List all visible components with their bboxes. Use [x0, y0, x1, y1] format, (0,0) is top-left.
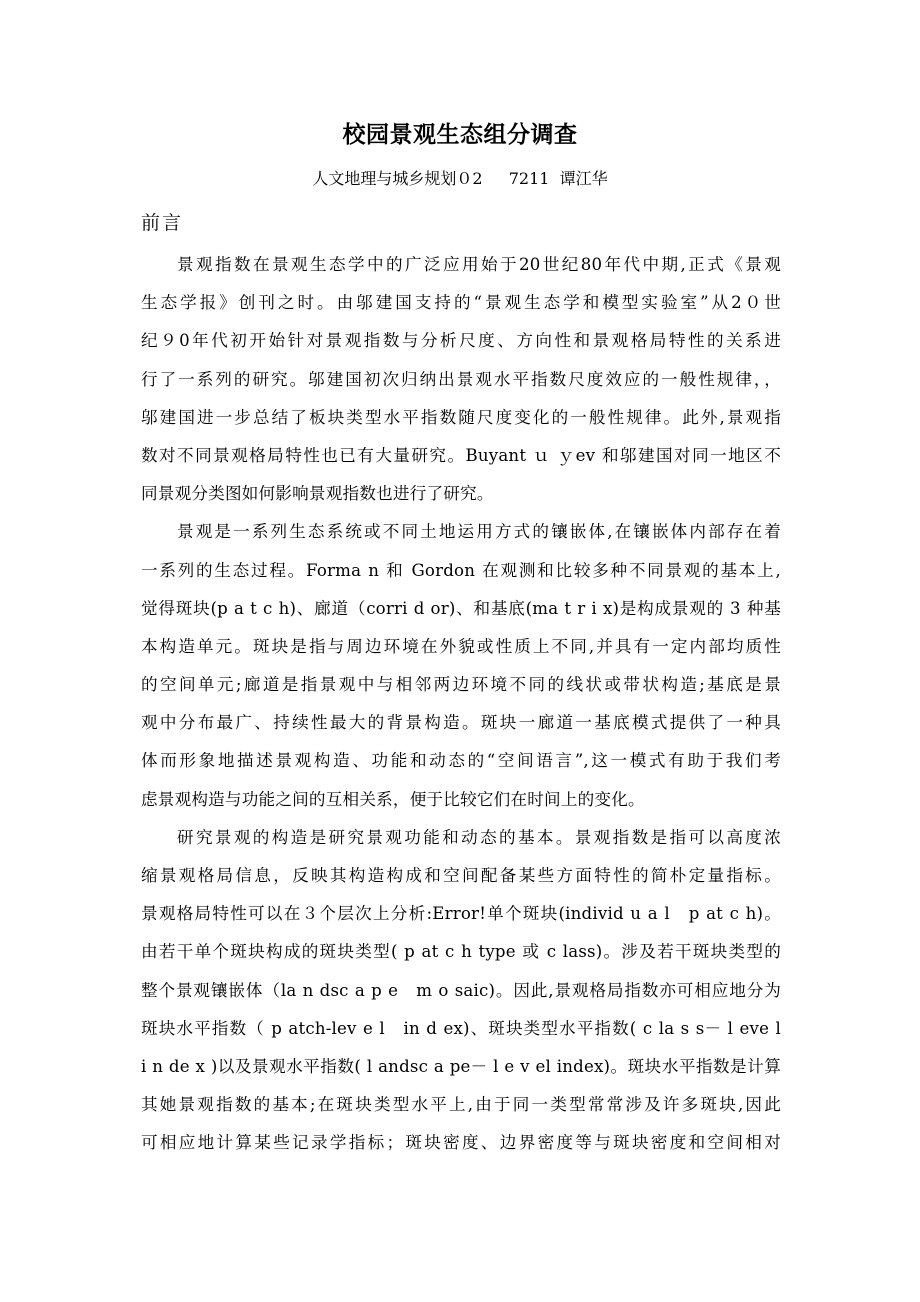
paragraph-2-line-3: 觉得斑块(p a t c h)、廊道（corri d or)、和基底(ma t r i x)是构成景观的 3 种基: [141, 598, 781, 618]
paragraph-1-line-7: 同景观分类图如何影响景观指数也进行了研究。: [141, 484, 494, 504]
paragraph-2-line-1: 景观是一系列生态系统或不同土地运用方式的镶嵌体,在镶嵌体内部存在着: [177, 522, 781, 542]
paragraph-3-line-5: 整个景观镶嵌体（la n dsc a p e m o saic)。因此,景观格局指数亦可相应地分为: [141, 980, 781, 1000]
paragraph-1-line-3: 纪９0年代初开始针对景观指数与分析尺度、方向性和景观格局特性的关系进: [141, 331, 781, 351]
paragraph-3-line-7: i n de x )以及景观水平指数( l andsc a pe－ l e v el index)。斑块水平指数是计算: [141, 1056, 781, 1076]
paragraph-3-line-9: 可相应地计算某些记录学指标；斑块密度、边界密度等与斑块密度和空间相对: [141, 1133, 781, 1153]
paragraph-1-line-2: 生态学报》创刊之时。由邬建国支持的“景观生态学和模型实验室”从2０世: [141, 293, 781, 313]
paragraph-1-line-6: 数对不同景观格局特性也已有大量研究。Buyant ｕ ｙev 和邬建国对同一地区不: [141, 445, 781, 465]
document-title: 校园景观生态组分调查: [342, 122, 578, 148]
paragraph-2-line-2: 一系列的生态过程。Forma n 和 Gordon 在观测和比较多种不同景观的基本上,: [141, 560, 781, 580]
paragraph-2-line-4: 本构造单元。斑块是指与周边环境在外貌或性质上不同,并具有一定内部均质性: [141, 636, 781, 656]
paragraph-3-line-2: 缩景观格局信息，反映其构造构成和空间配备某些方面特性的简朴定量指标。: [141, 866, 781, 885]
paragraph-1-line-1: 景观指数在景观生态学中的广泛应用始于20世纪80年代中期,正式《景观: [177, 255, 781, 274]
paragraph-3-line-3: 景观格局特性可以在３个层次上分析:Error!单个斑块(individ u a l p at c h)。: [141, 904, 781, 924]
paragraph-1-line-5: 邬建国进一步总结了板块类型水平指数随尺度变化的一般性规律。此外,景观指: [141, 407, 781, 427]
paragraph-2-line-8: 虑景观构造与功能之间的互相关系，便于比较它们在时间上的变化。: [141, 789, 645, 809]
paragraph-3-line-6: 斑块水平指数（ p atch-lev e l in d ex)、斑块类型水平指数( c la s s－ l eve l: [141, 1018, 781, 1038]
author-line: 人文地理与城乡规划０2 7211 谭江华: [312, 169, 608, 188]
body-text: [141, 246, 781, 1163]
paragraph-3-line-4: 由若干单个斑块构成的斑块类型( p at c h type 或 c lass)。涉及若干斑块类型的: [141, 942, 781, 962]
section-heading: 前言: [141, 212, 184, 234]
paragraph-2-line-6: 观中分布最广、持续性最大的背景构造。斑块一廊道一基底模式提供了一种具: [141, 713, 781, 733]
paragraph-2-line-5: 的空间单元;廊道是指景观中与相邻两边环境不同的线状或带状构造;基底是景: [141, 675, 781, 695]
paragraph-3-line-8: 其她景观指数的基本;在斑块类型水平上,由于同一类型常常涉及许多斑块,因此: [141, 1095, 781, 1115]
paragraph-1-line-4: 行了一系列的研究。邬建国初次归纳出景观水平指数尺度效应的一般性规律，，: [141, 369, 781, 389]
paragraph-3-line-1: 研究景观的构造是研究景观功能和动态的基本。景观指数是指可以高度浓: [177, 827, 781, 847]
paragraph-2-line-7: 体而形象地描述景观构造、功能和动态的“空间语言”,这一模式有助于我们考: [141, 751, 781, 771]
